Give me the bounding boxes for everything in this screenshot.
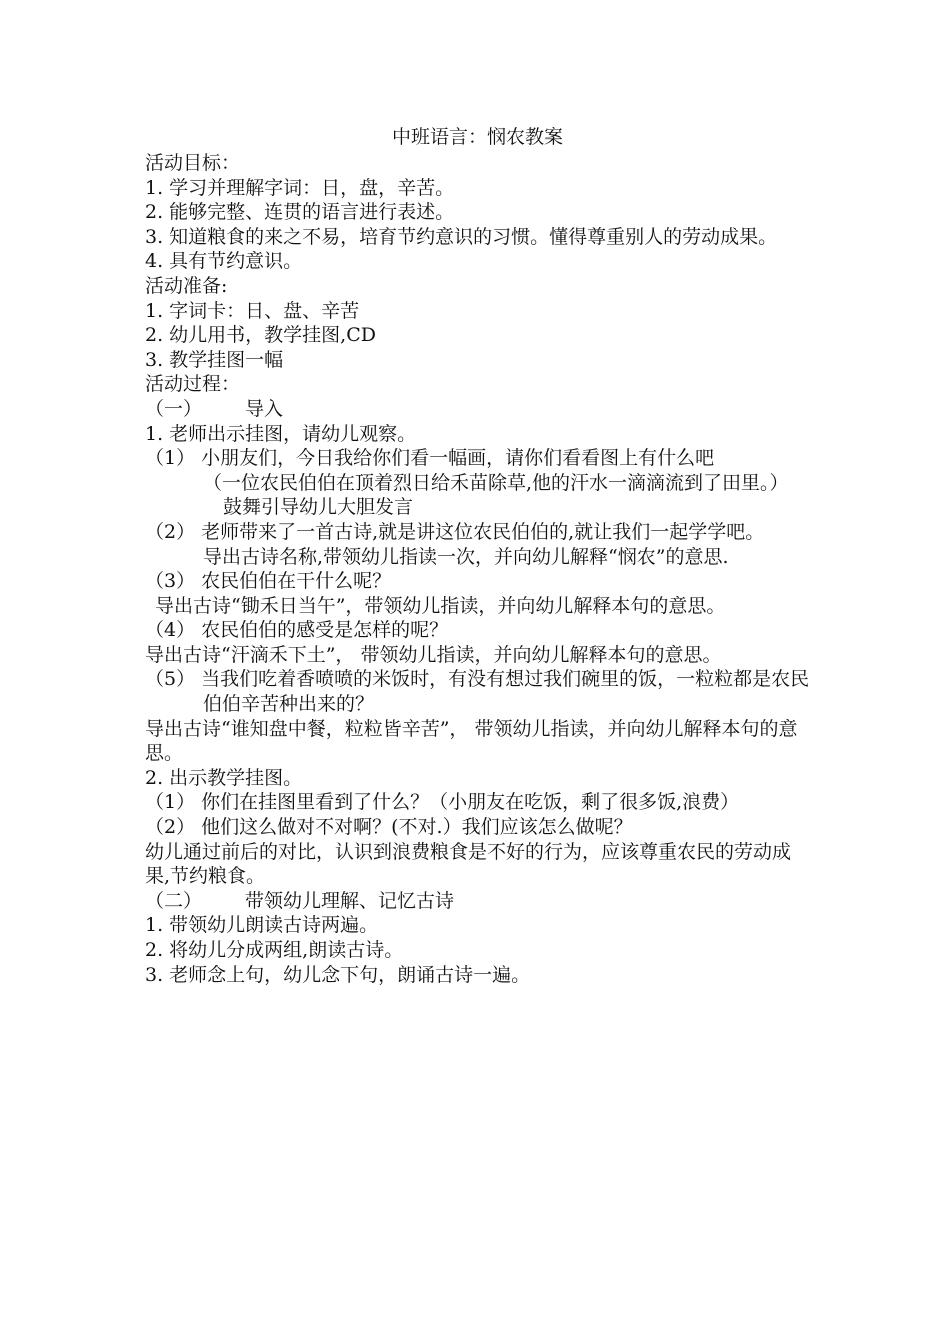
section-heading-goals: 活动目标： xyxy=(145,152,241,174)
document-body xyxy=(145,124,810,987)
part-2-step-1: 1. 带领幼儿朗读古诗两遍。 xyxy=(145,914,379,937)
goal-item-1: 1. 学习并理解字词：日，盘，辛苦。 xyxy=(145,176,455,199)
preparation-item-2: 2. 幼儿用书，教学挂图,CD xyxy=(145,324,376,347)
substep-1: （1） 小朋友们，今日我给你们看一幅画，请你们看看图上有什么吧 xyxy=(145,447,715,470)
part-title: 导入 xyxy=(245,397,284,420)
substep-2: （2） 老师带来了一首古诗,就是讲这位农民伯伯的,就让我们一起学学吧。 xyxy=(145,520,765,543)
step-2-summary: 幼儿通过前后的对比，认识到浪费粮食是不好的行为，应该尊重农民的劳动成果,节约粮食。 xyxy=(145,840,792,888)
substep-3-note: 导出古诗“锄禾日当午”，带领幼儿指读，并向幼儿解释本句的意思。 xyxy=(155,594,726,617)
substep-5-note: 导出古诗“谁知盘中餐，粒粒皆辛苦”， 带领幼儿指读，并向幼儿解释本句的意思。 xyxy=(145,717,798,765)
part-2-step-2: 2. 将幼儿分成两组,朗读古诗。 xyxy=(145,939,404,961)
step-2-substep-1: （1） 你们在挂图里看到了什么？（小朋友在吃饭，剩了很多饭,浪费） xyxy=(145,791,740,814)
goal-item-2: 2. 能够完整、连贯的语言进行表述。 xyxy=(145,201,455,224)
part-2-step-3: 3. 老师念上句，幼儿念下句，朗诵古诗一遍。 xyxy=(145,963,531,986)
preparation-item-1: 1. 字词卡：日、盘、辛苦 xyxy=(145,299,360,322)
substep-1-note: 鼓舞引导幼儿大胆发言 xyxy=(223,496,414,519)
process-part-2-heading xyxy=(145,889,810,914)
step-1: 1. 老师出示挂图，请幼儿观察。 xyxy=(145,422,417,445)
goal-item-4: 4. 具有节约意识。 xyxy=(145,250,303,273)
substep-4-note: 导出古诗“汗滴禾下土”， 带领幼儿指读，并向幼儿解释本句的意思。 xyxy=(145,643,722,666)
part-title: 带领幼儿理解、记忆古诗 xyxy=(245,889,455,912)
process-part-1-heading xyxy=(145,397,810,422)
part-number: （二） xyxy=(145,889,203,912)
substep-3: （3） 农民伯伯在干什么呢？ xyxy=(145,570,392,593)
preparation-item-3: 3. 教学挂图一幅 xyxy=(145,348,284,371)
substep-2-note: 导出古诗名称,带领幼儿指读一次，并向幼儿解释“悯农”的意思. xyxy=(203,545,729,568)
goal-item-3: 3. 知道粮食的来之不易，培育节约意识的习惯。懂得尊重别人的劳动成果。 xyxy=(145,225,778,248)
step-2: 2. 出示教学挂图。 xyxy=(145,766,303,789)
part-number: （一） xyxy=(145,397,203,420)
step-2-substep-2: （2） 他们这么做对不对啊？(不对.）我们应该怎么做呢？ xyxy=(145,816,633,839)
document-title: 中班语言：悯农教案 xyxy=(391,126,563,148)
substep-5: （5） 当我们吃着香喷喷的米饭时，有没有想过我们碗里的饭，一粒粒都是农民伯伯辛苦种出来的？ xyxy=(145,668,810,716)
section-heading-preparation: 活动准备: xyxy=(145,274,228,297)
section-heading-process: 活动过程： xyxy=(145,373,241,396)
substep-4: （4） 农民伯伯的感受是怎样的呢？ xyxy=(145,619,449,642)
substep-1-answer: （一位农民伯伯在顶着烈日给禾苗除草,他的汗水一滴滴流到了田里。） xyxy=(203,471,789,494)
